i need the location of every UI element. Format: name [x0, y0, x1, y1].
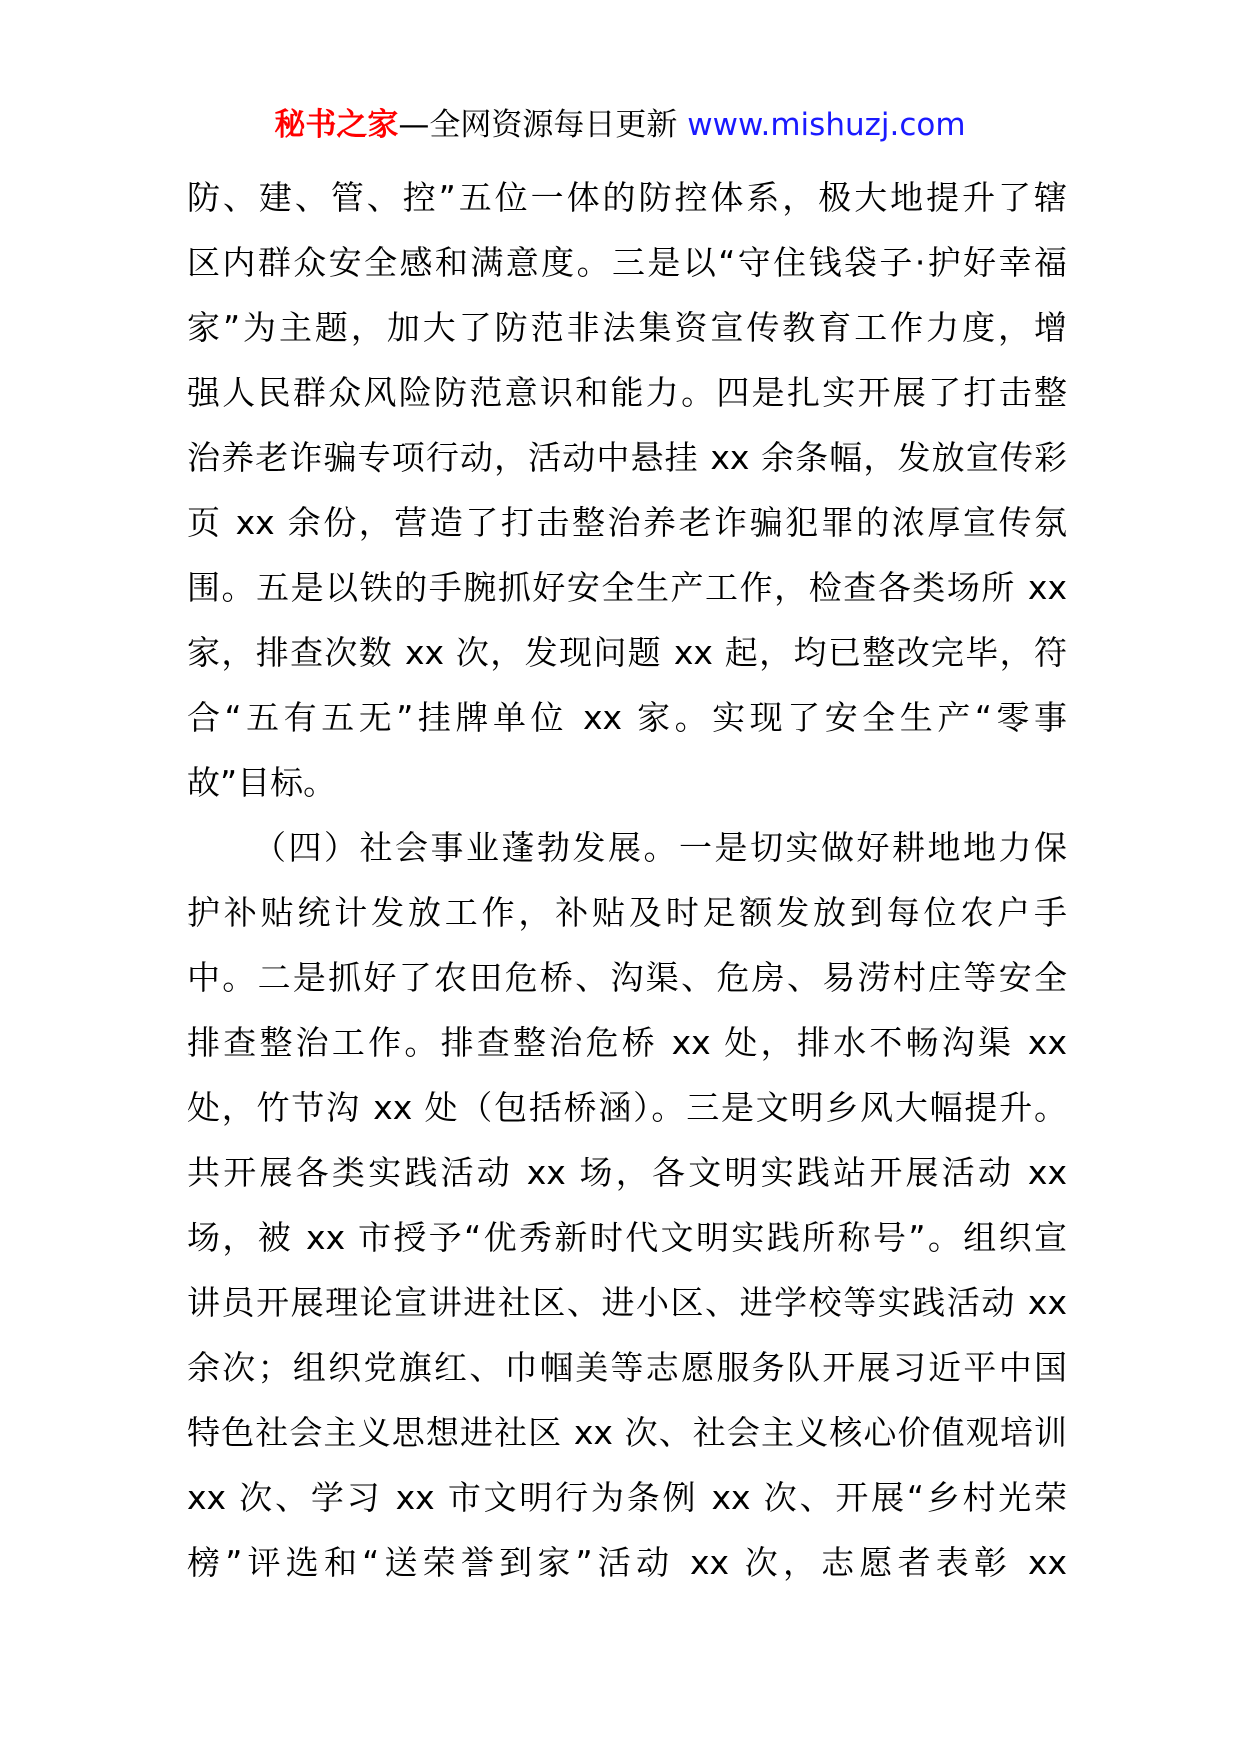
text-line: 中。二是抓好了农田危桥、沟渠、危房、易涝村庄等安全	[187, 958, 1067, 997]
text-line: 排查整治工作。排查整治危桥 xx 处，排水不畅沟渠 xx	[187, 1023, 1067, 1062]
text-line: 护补贴统计发放工作，补贴及时足额发放到每位农户手	[187, 893, 1067, 932]
text-line: 强人民群众风险防范意识和能力。四是扎实开展了打击整	[187, 373, 1067, 412]
page-header	[0, 100, 1240, 150]
text-line: 合“五有五无”挂牌单位 xx 家。实现了安全生产“零事	[187, 698, 1067, 737]
text-line: xx 次、学习 xx 市文明行为条例 xx 次、开展“乡村光荣	[187, 1478, 1067, 1517]
text-line: 页 xx 余份，营造了打击整治养老诈骗犯罪的浓厚宣传氛	[187, 503, 1067, 542]
header-url[interactable]: www.mishuzj.com	[687, 107, 966, 143]
text-line: 故”目标。	[187, 763, 337, 802]
text-line: 区内群众安全感和满意度。三是以“守住钱袋子·护好幸福	[187, 243, 1067, 282]
text-line: 家”为主题，加大了防范非法集资宣传教育工作力度，增	[187, 308, 1067, 347]
document-body	[187, 165, 1067, 1595]
text-line: 治养老诈骗专项行动，活动中悬挂 xx 余条幅，发放宣传彩	[187, 438, 1067, 477]
text-line-indented: （四）社会事业蓬勃发展。一是切实做好耕地地力保	[253, 828, 1067, 867]
text-line: 共开展各类实践活动 xx 场，各文明实践站开展活动 xx	[187, 1153, 1067, 1192]
text-line: 处，竹节沟 xx 处（包括桥涵）。三是文明乡风大幅提升。	[187, 1088, 1067, 1127]
text-line: 讲员开展理论宣讲进社区、进小区、进学校等实践活动 xx	[187, 1283, 1067, 1322]
text-line: 家，排查次数 xx 次，发现问题 xx 起，均已整改完毕，符	[187, 633, 1067, 672]
header-tagline: —全网资源每日更新	[398, 107, 688, 143]
text-line: 榜”评选和“送荣誉到家”活动 xx 次，志愿者表彰 xx	[187, 1543, 1067, 1582]
text-line: 余次；组织党旗红、巾帼美等志愿服务队开展习近平中国	[187, 1348, 1067, 1387]
text-line: 特色社会主义思想进社区 xx 次、社会主义核心价值观培训	[187, 1413, 1067, 1452]
brand-name: 秘书之家	[274, 107, 399, 143]
text-line: 场，被 xx 市授予“优秀新时代文明实践所称号”。组织宣	[187, 1218, 1067, 1257]
text-line: 防、建、管、控”五位一体的防控体系，极大地提升了辖	[187, 178, 1067, 217]
text-line: 围。五是以铁的手腕抓好安全生产工作，检查各类场所 xx	[187, 568, 1067, 607]
